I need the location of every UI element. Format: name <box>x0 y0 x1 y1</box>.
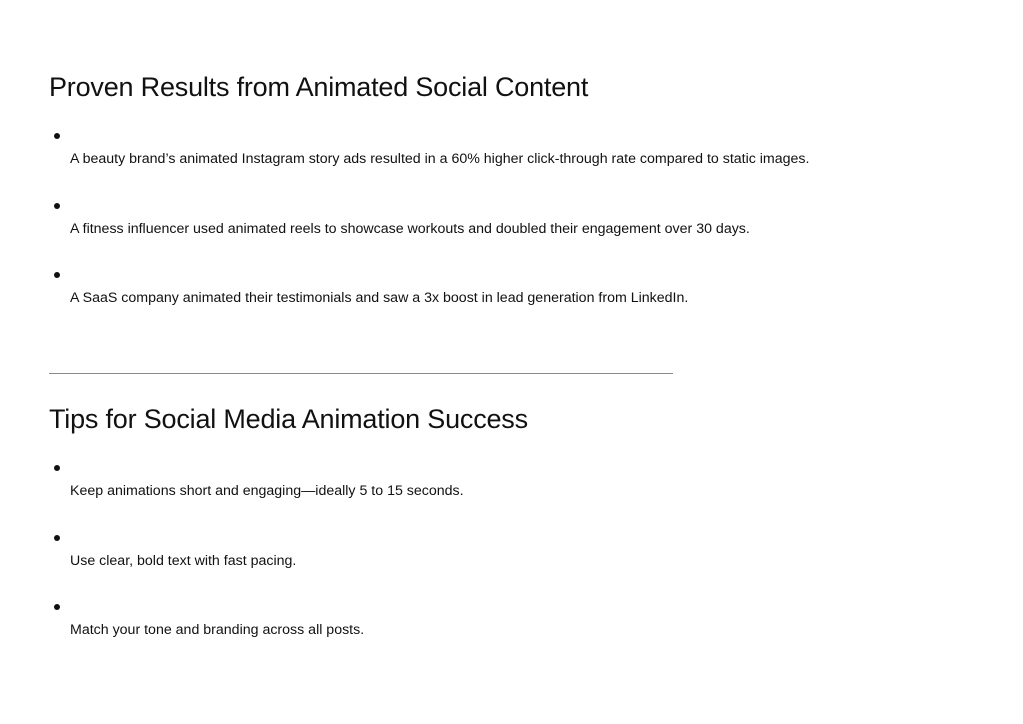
list-item <box>49 599 989 669</box>
list-item-text: Use clear, bold text with fast pacing. <box>70 552 297 569</box>
list-item <box>49 267 989 337</box>
section-divider <box>49 373 673 374</box>
section-title-proven-results: Proven Results from Animated Social Content <box>49 72 589 102</box>
bullet-dot-icon <box>54 465 60 471</box>
bullet-dot-icon <box>54 272 60 278</box>
bullet-dot-icon <box>54 133 60 139</box>
list-item <box>49 198 989 268</box>
bullet-dot-icon <box>54 604 60 610</box>
bullet-dot-icon <box>54 535 60 541</box>
bullet-dot-icon <box>54 203 60 209</box>
list-item <box>49 530 989 600</box>
list-item-text: A fitness influencer used animated reels to showcase workouts and doubled their engagement over 30 days. <box>70 220 750 237</box>
list-item-text: Match your tone and branding across all posts. <box>70 622 365 638</box>
results-list <box>49 128 989 337</box>
list-item <box>49 460 989 530</box>
list-item-text: Keep animations short and engaging—ideally 5 to 15 seconds. <box>70 483 464 499</box>
list-item <box>49 128 989 198</box>
tips-list <box>49 460 989 669</box>
section-title-tips: Tips for Social Media Animation Success <box>49 404 528 434</box>
list-item-text: A beauty brand’s animated Instagram story ads resulted in a 60% higher click-through rate compared to static images. <box>70 151 810 167</box>
list-item-text: A SaaS company animated their testimonials and saw a 3x boost in lead generation from LinkedIn. <box>70 290 689 306</box>
